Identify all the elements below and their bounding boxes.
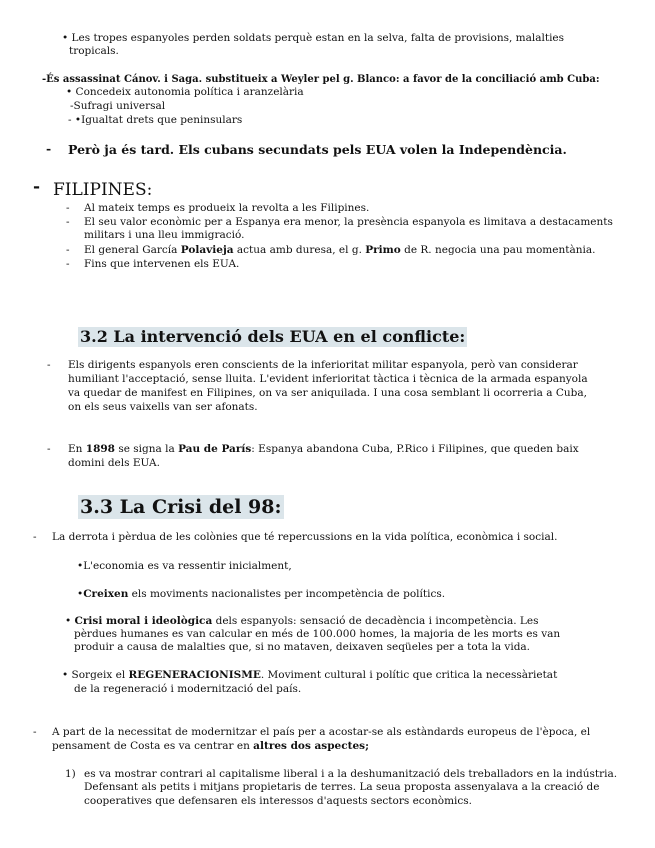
sec33-costa-l1: A part de la necessitat de modernitzar el país per a acostar-se als estàndards europeus de l'època, el xyxy=(52,726,591,738)
dash-tard: - xyxy=(46,141,52,156)
costa-end: ; xyxy=(365,740,369,752)
dash-fil-3: - xyxy=(66,244,70,256)
crisi-rest: dels espanyols: sensació de decadència i incompetència. Les xyxy=(212,615,539,627)
dash-fil-1: - xyxy=(66,202,70,214)
sec33-creixen xyxy=(77,588,445,601)
p2-en: En xyxy=(68,443,86,455)
regen-bold: REGENERACIONISME xyxy=(128,669,261,681)
costa-a: pensament de Costa es va centrar en xyxy=(52,740,254,752)
tard-line: Però ja és tard. Els cubans secundats pels EUA volen la Independència. xyxy=(68,142,567,157)
dash-3-3-intro: - xyxy=(33,531,37,543)
regen-a: • Sorgeix el xyxy=(62,669,129,681)
crisi-bold: Crisi moral i ideològica xyxy=(74,615,213,627)
fil-3-c: actua amb duresa, el g. xyxy=(233,244,366,256)
sec32-p2-l1 xyxy=(68,443,579,456)
p2-se-signa: se signa la xyxy=(115,443,179,455)
dash-3-2-p1: - xyxy=(47,359,51,371)
point-1-l2: Defensant als petits i mitjans propietaris de terres. La seua proposta assenyalava a la creació de xyxy=(84,781,600,793)
p2-pau-paris: Pau de París xyxy=(178,443,252,455)
crisi-bullet: • xyxy=(65,615,72,627)
sub-item-autonomia: • Concedeix autonomia política i aranzelària xyxy=(66,86,304,98)
sec32-p1-l2: humiliant l'acceptació, sense lluita. L'evident inferioritat tàctica i tècnica de la armada espanyola xyxy=(68,373,588,385)
dash-costa: - xyxy=(33,726,37,738)
fil-3-polavieja: Polavieja xyxy=(180,244,234,256)
creixen-bullet: • xyxy=(77,588,84,600)
sec32-p1-l4: on els seus vaixells van ser afonats. xyxy=(68,401,258,413)
fil-item-4: Fins que intervenen els EUA. xyxy=(84,258,240,270)
fil-item-1: Al mateix temps es produeix la revolta a les Filipines. xyxy=(84,202,370,214)
point-1-number: 1) xyxy=(65,768,76,780)
assassinat-line: -És assassinat Cánov. i Saga. substitueix a Weyler pel g. Blanco: a favor de la conciliació amb Cuba: xyxy=(42,74,600,85)
dash-3-2-p2: - xyxy=(47,443,51,455)
sec33-crisi-l1 xyxy=(65,615,539,628)
fil-item-2-cont: militars i una lleu immigració. xyxy=(84,229,245,241)
section-3-3-title: 3.3 La Crisi del 98: xyxy=(80,496,282,518)
fil-item-2: El seu valor econòmic per a Espanya era menor, la presència espanyola es limitava a destacaments xyxy=(84,216,613,228)
costa-bold: altres dos aspectes xyxy=(253,740,366,752)
sec33-economia: •L'economia es va ressentir inicialment, xyxy=(77,560,292,572)
section-3-2-title: 3.2 La intervenció dels EUA en el conflicte: xyxy=(80,327,466,346)
cuba-bullet-1: • Les tropes espanyoles perden soldats perquè estan en la selva, falta de provisions, malalties xyxy=(62,32,565,44)
point-1-l3: cooperatives que defensaren els interessos d'aquests sectors econòmics. xyxy=(84,795,473,807)
fil-item-3 xyxy=(84,244,595,257)
creixen-rest: els moviments nacionalistes per incompetència de polítics. xyxy=(128,588,446,600)
sec32-p1-l1: Els dirigents espanyols eren conscients de la inferioritat militar espanyola, però van considerar xyxy=(68,359,578,371)
dash-filipines: - xyxy=(33,177,41,197)
sec33-intro: La derrota i pèrdua de les colònies que té repercussions en la vida política, econòmica i social. xyxy=(52,531,558,543)
dash-fil-2: - xyxy=(66,216,70,228)
cuba-bullet-1-cont: tropicals. xyxy=(69,45,119,57)
sec33-regen-l1 xyxy=(62,669,557,682)
sec32-p1-l3: va quedar de manifest en Filipines, on va ser aniquilada. I una cosa semblant li ocorreria a Cuba, xyxy=(68,387,587,399)
sec33-costa-l2 xyxy=(52,740,369,753)
sec32-p2-l2: domini dels EUA. xyxy=(68,457,160,469)
filipines-title: FILIPINES: xyxy=(53,180,153,200)
sec33-crisi-l2: pèrdues humanes es van calcular en més de 100.000 homes, la majoria de les morts es van xyxy=(74,628,561,640)
sub-item-igualtat: - •Igualtat drets que peninsulars xyxy=(68,114,243,126)
sub-item-sufragi: -Sufragi universal xyxy=(70,100,166,112)
dash-fil-4: - xyxy=(66,258,70,270)
p2-year: 1898 xyxy=(85,443,115,455)
regen-rest: . Moviment cultural i polític que critica la necessàrietat xyxy=(260,669,558,681)
point-1-l1: es va mostrar contrari al capitalisme liberal i a la deshumanització dels treballadors en la indústria. xyxy=(84,768,618,780)
fil-3-e: de R. negocia una pau momentània. xyxy=(400,244,596,256)
fil-3-primo: Primo xyxy=(365,244,401,256)
p2-rest: : Espanya abandona Cuba, P.Rico i Filipines, que queden baix xyxy=(251,443,579,455)
creixen-bold: Creixen xyxy=(83,588,129,600)
fil-3-a: El general García xyxy=(84,244,181,256)
sec33-regen-l2: de la regeneració i modernització del país. xyxy=(74,683,302,695)
sec33-crisi-l3: produir a causa de malalties que, si no mataven, deixaven seqüeles per a tota la vida. xyxy=(74,641,531,653)
